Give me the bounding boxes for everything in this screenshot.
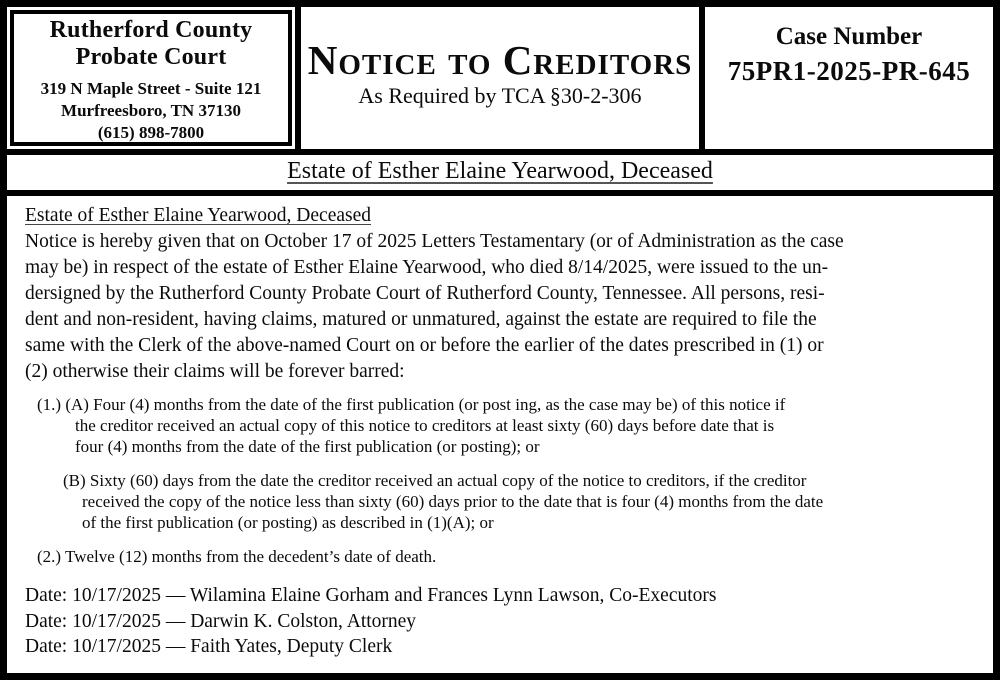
list-line: received the copy of the notice less than sixty (60) days prior to the date that is four (4) months from the date [82, 492, 824, 511]
notice-paragraph [25, 229, 983, 385]
document-body [7, 196, 993, 673]
court-info-box [10, 10, 292, 146]
header-cell-case [705, 7, 993, 149]
case-number-label: Case Number [775, 23, 923, 50]
date-line-attorney: Date: 10/17/2025 — Darwin K. Colston, Attorney [25, 610, 417, 632]
court-address-street: 319 N Maple Street - Suite 121 [40, 79, 262, 98]
estate-title: Estate of Esther Elaine Yearwood, Deceased [287, 158, 713, 184]
header-cell-notice [295, 7, 705, 149]
list-line: (B) Sixty (60) days from the date the creditor received an actual copy of the notice to creditors, if the creditor [63, 471, 807, 490]
court-name-line1: Rutherford County [49, 17, 253, 43]
body-heading: Estate of Esther Elaine Yearwood, Deceased [25, 205, 372, 226]
notice-title: Notice to Creditors [307, 36, 693, 83]
case-number-value: 75PR1-2025-PR-645 [727, 56, 971, 86]
list-line: (1.) (A) Four (4) months from the date of the first publication (or post ing, as the case may be) of this notice if [37, 395, 786, 414]
court-name [14, 17, 288, 71]
list-item-1b [25, 470, 983, 533]
paragraph-line: may be) in respect of the estate of Esther Elaine Yearwood, who died 8/14/2025, were issued to the un- [25, 257, 829, 278]
header-cell-court [7, 7, 295, 149]
court-address [14, 78, 288, 144]
paragraph-line: (2) otherwise their claims will be forever barred: [25, 361, 405, 382]
court-address-city: Murfreesboro, TN 37130 [61, 101, 241, 120]
paragraph-line: dent and non-resident, having claims, matured or unmatured, against the estate are required to file the [25, 309, 817, 330]
notice-subtitle: As Required by TCA §30-2-306 [358, 82, 642, 108]
estate-title-banner [7, 155, 993, 196]
conditions-list [25, 394, 983, 567]
list-line: of the first publication (or posting) as described in (1)(A); or [82, 513, 494, 532]
list-line: (2.) Twelve (12) months from the decedent’s date of death. [37, 547, 437, 566]
date-line-clerk: Date: 10/17/2025 — Faith Yates, Deputy Clerk [25, 636, 393, 657]
header-band [7, 7, 993, 155]
list-line: the creditor received an actual copy of this notice to creditors at least sixty (60) days before date that is [75, 416, 775, 435]
list-item-1a [25, 394, 983, 457]
court-phone: (615) 898-7800 [97, 123, 205, 142]
court-name-line2: Probate Court [75, 44, 227, 70]
list-item-2 [25, 546, 983, 567]
paragraph-line: dersigned by the Rutherford County Probate Court of Rutherford County, Tennessee. All persons, resi- [25, 283, 825, 304]
paragraph-line: same with the Clerk of the above-named Court on or before the earlier of the dates prescribed in (1) or [25, 335, 824, 356]
paragraph-line: Notice is hereby given that on October 17 of 2025 Letters Testamentary (or of Administration as the case [25, 231, 844, 252]
signature-dates [25, 583, 983, 660]
list-line: four (4) months from the date of the first publication (or posting); or [75, 437, 540, 456]
date-line-executors: Date: 10/17/2025 — Wilamina Elaine Gorham and Frances Lynn Lawson, Co-Executors [25, 585, 717, 606]
